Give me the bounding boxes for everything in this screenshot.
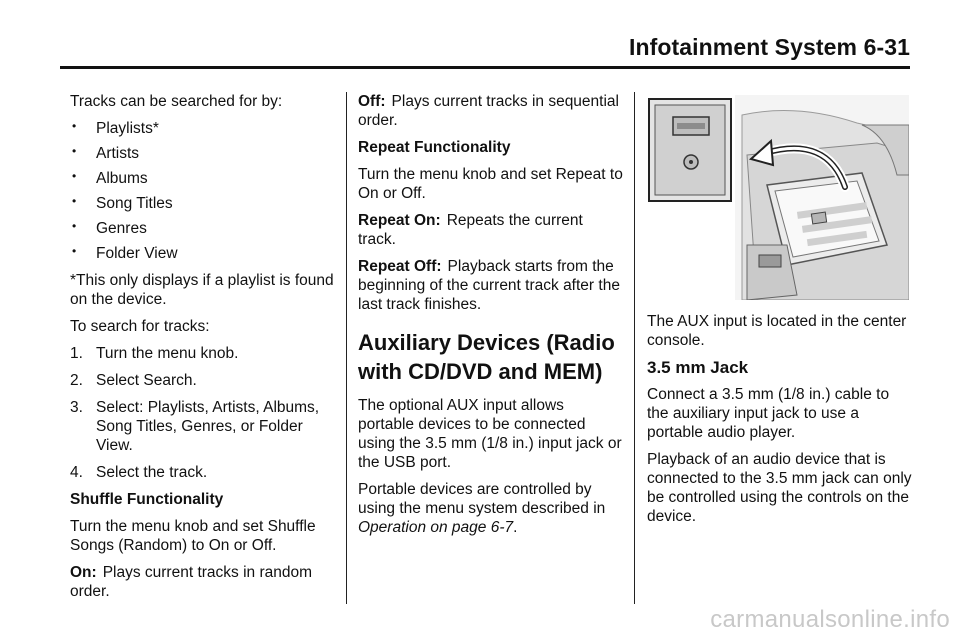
step-item: 4. Select the track.	[70, 464, 208, 481]
jack-description: Connect a 3.5 mm (1/8 in.) cable to the auxiliary input jack to use a portable audio player.	[647, 386, 890, 441]
column-middle	[358, 92, 624, 545]
search-criteria-list	[70, 119, 338, 263]
shuffle-heading: Shuffle Functionality	[70, 491, 224, 508]
playlist-footnote: *This only displays if a playlist is found on the device.	[70, 272, 334, 308]
page-reference-link[interactable]: Operation on page 6-7	[358, 519, 514, 536]
repeat-off-label: Repeat Off:	[358, 258, 442, 275]
step-item: 2. Select Search.	[70, 372, 197, 389]
shuffle-text: Turn the menu knob and set Shuffle Songs (Random) to On or Off.	[70, 518, 316, 554]
search-intro: Tracks can be searched for by:	[70, 93, 283, 110]
repeat-on-paragraph: Repeat On: Repeats the current track.	[358, 212, 583, 248]
shuffle-off-label: Off:	[358, 93, 386, 110]
repeat-heading: Repeat Functionality	[358, 139, 511, 156]
list-item: • Artists	[72, 144, 140, 162]
step-item: 3. Select: Playlists, Artists, Albums, Song Titles, Genres, or Folder View.	[70, 399, 320, 454]
list-item: • Genres	[72, 219, 147, 237]
column-left	[70, 92, 338, 609]
aux-input-illustration	[647, 95, 909, 300]
step-item: 1. Turn the menu knob.	[70, 345, 239, 362]
column-divider-left	[346, 92, 347, 604]
column-divider-right	[634, 92, 635, 604]
aux-description: The optional AUX input allows portable devices to be connected using the 3.5 mm (1/8 in.) input jack or the USB port.	[358, 397, 622, 471]
search-steps-intro: To search for tracks:	[70, 318, 210, 335]
list-item: • Folder View	[72, 244, 178, 262]
bullet-icon: •	[72, 194, 77, 208]
repeat-on-label: Repeat On:	[358, 212, 441, 229]
repeat-off-paragraph: Repeat Off: Playback starts from the beginning of the current track after the last track finishes.	[358, 258, 620, 313]
bullet-icon: •	[72, 144, 77, 158]
list-item: • Playlists*	[72, 119, 159, 137]
column-right	[647, 92, 913, 534]
bullet-icon: •	[72, 119, 77, 133]
header-rule	[60, 66, 910, 69]
console-illustration-svg	[647, 95, 909, 300]
page-header-title: Infotainment System 6-31	[628, 34, 910, 60]
list-item: • Albums	[72, 169, 148, 187]
portable-devices-paragraph: Portable devices are controlled by using the menu system described in Operation on page 6-7.	[358, 481, 606, 536]
shuffle-on-label: On:	[70, 564, 97, 581]
section-title: Auxiliary Devices (Radio with CD/DVD and MEM)	[358, 330, 615, 384]
bullet-icon: •	[72, 169, 77, 183]
list-item: • Song Titles	[72, 194, 173, 212]
shuffle-on-paragraph: On: Plays current tracks in random order.	[70, 564, 313, 600]
figure-caption: The AUX input is located in the center console.	[647, 313, 907, 349]
search-steps-list	[70, 344, 338, 482]
jack-heading: 3.5 mm Jack	[647, 358, 749, 377]
watermark-text: carmanualsonline.info	[710, 606, 950, 633]
shuffle-off-paragraph: Off: Plays current tracks in sequential order.	[358, 93, 619, 129]
playback-note: Playback of an audio device that is connected to the 3.5 mm jack can only be controlled using the controls on the device.	[647, 451, 912, 525]
bullet-icon: •	[72, 219, 77, 233]
repeat-text: Turn the menu knob and set Repeat to On or Off.	[358, 166, 623, 202]
bullet-icon: •	[72, 244, 77, 258]
